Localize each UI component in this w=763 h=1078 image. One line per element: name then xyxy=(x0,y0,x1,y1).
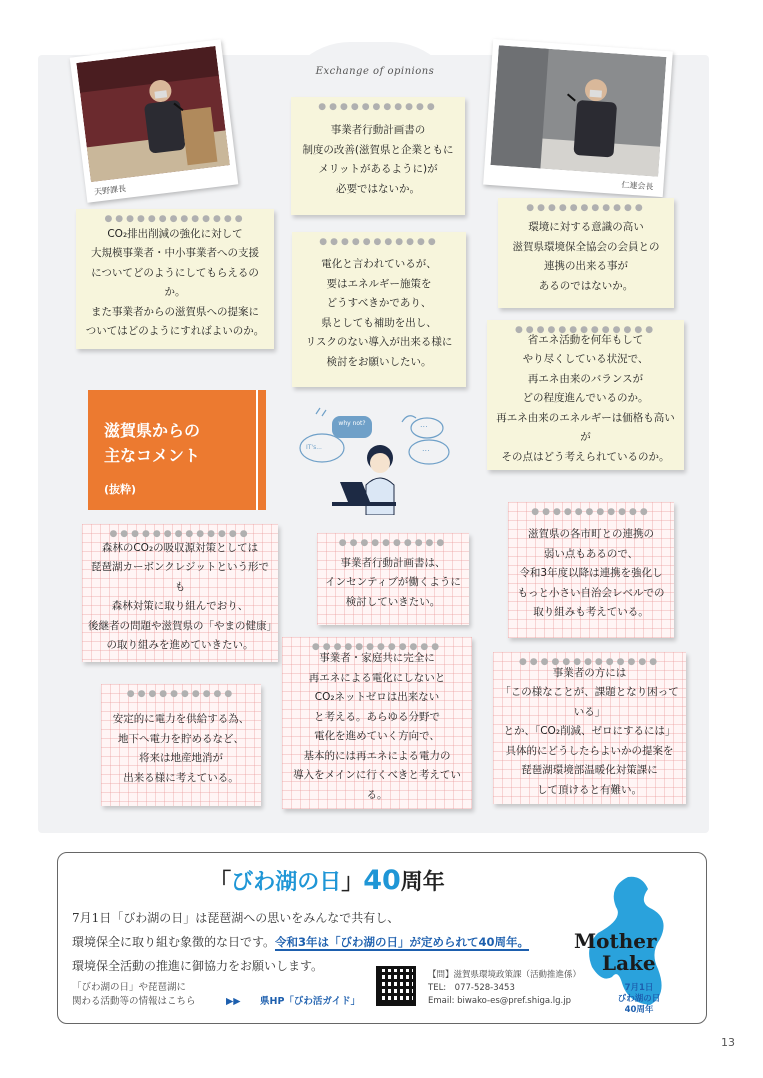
note-binding-holes: ●●●●●●●●●●●● xyxy=(311,642,443,652)
note-text: 安定的に電力を供給する為、 地下へ電力を貯めるなど、 将来は地産地消が 出来る様に考えている。 xyxy=(112,713,250,784)
speaker-image xyxy=(491,45,667,176)
comment-note xyxy=(493,652,686,804)
note-text: CO₂排出削減の強化に対して 大規模事業者・中小事業者への支援 についてどのようにしてもらえるのか。 また事業者からの滋賀県への提案に ついてはどのようにすればよいのか。 xyxy=(85,227,265,337)
note-binding-holes: ●●●●●●●●●●● xyxy=(531,507,651,517)
bubble-text: ... xyxy=(420,420,428,429)
comments-heading-note: (抜粋) xyxy=(104,483,137,496)
note-text: 森林のCO₂の吸収源対策としては 琵琶湖カーボンクレジットという形でも 森林対策に取り組んでおり、 後継者の問題や滋賀県の「やまの健康」 の取り組みを進めていきたい。 xyxy=(88,541,277,651)
comment-note xyxy=(101,684,261,806)
note-text: 事業者・家庭共に完全に 再エネによる電化にしないと CO₂ネットゼロは出来ない と考える。あらゆる分野で 電化を進めていく方向で、 基本的には再エネによる電力の 導入をメインに行くべきと考えている。 xyxy=(293,652,461,801)
comment-note xyxy=(317,533,469,625)
note-text: 環境に対する意識の高い 滋賀県環境保全協会の会員との 連携の出来る事が あるのではないか。 xyxy=(512,221,660,292)
anniversary-box xyxy=(57,852,707,1024)
note-text: 省エネ活動を何年もして やり尽くしている状況で、 再エネ由来のバランスが どの程度進んでいるのか。 再エネ由来のエネルギーは価格も高いが その点はどう考えられているのか。 xyxy=(496,333,675,463)
info-arrows: ▶▶ xyxy=(226,996,241,1007)
bubble-text: why not? xyxy=(338,420,366,427)
note-binding-holes: ●●●●●●●●●●●●● xyxy=(109,529,251,539)
speaker-photo-left xyxy=(76,46,230,182)
mother-lake-logo: Mother Lake 7月1日 びわ湖の日 40周年 xyxy=(568,873,688,1019)
opinion-note xyxy=(498,198,674,308)
note-binding-holes: ●●●●●●●●●●●●● xyxy=(518,657,661,667)
photo-left xyxy=(70,39,239,202)
note-text: 滋賀県の各市町との連携の 弱い点もあるので、 令和3年度以降は連携を強化し もっと小さい自治会レベルでの 取り組みも考えている。 xyxy=(517,528,665,619)
note-text: 電化と言われているが、 要はエネルギー施策を どうすべきかであり、 県としても補助を出し、 リスクのない導入が出来る様に 検討をお願いしたい。 xyxy=(305,258,453,368)
comment-note xyxy=(282,637,472,809)
biwakatsu-guide-link[interactable]: 県HP「びわ活ガイド」 xyxy=(260,996,361,1007)
note-binding-holes: ●●●●●●●●●●●●● xyxy=(104,214,246,224)
note-binding-holes: ●●●●●●●●●●● xyxy=(319,237,439,247)
bubble-text: ... xyxy=(422,444,430,453)
anniversary-title: 「びわ湖の日」40周年 xyxy=(209,865,445,896)
comment-note xyxy=(82,524,278,662)
speaker-image xyxy=(76,46,230,182)
note-text: 事業者行動計画書は、 インセンティブが働くように 検討していきたい。 xyxy=(325,556,461,608)
person-laptop-illustration xyxy=(292,400,467,515)
exchange-title: Exchange of opinions xyxy=(315,66,435,77)
info-text: 「びわ湖の日」や琵琶湖に 関わる活動等の情報はこちら xyxy=(72,982,196,1007)
photo-right xyxy=(483,39,673,197)
opinion-note xyxy=(292,232,466,387)
note-binding-holes: ●●●●●●●●●●●●● xyxy=(514,325,657,335)
photo-caption-right: 仁連会長 xyxy=(621,180,654,192)
note-text: 事業者の方には 「この様なことが、課題となり困っている」 とか、「CO₂削減、ゼロにするには」 具体的にどうしたらよいかの提案を 琵琶湖環境部温暖化対策課に して頂けると有難い。 xyxy=(500,666,679,796)
bubble-text: IT's... xyxy=(306,444,322,451)
heading-stripe xyxy=(256,390,258,510)
opinion-note xyxy=(291,97,465,215)
contact-info: 【問】滋賀県環境政策課（活動推進係） TEL: 077-528-3453 Email: biwako-es@pref.shiga.lg.jp xyxy=(428,970,582,1006)
comment-note xyxy=(508,502,674,638)
note-binding-holes: ●●●●●●●●●● xyxy=(126,689,236,699)
anniversary-text-1: 7月1日「びわ湖の日」は琵琶湖への思いをみんなで共有し、 xyxy=(72,911,400,925)
qr-code[interactable] xyxy=(376,966,416,1006)
anniversary-text-2: 環境保全に取り組む象徴的な日です。令和3年は「びわ湖の日」が定められて40周年。 xyxy=(72,935,530,949)
opinion-note xyxy=(487,320,684,470)
note-text: 事業者行動計画書の 制度の改善(滋賀県と企業ともに メリットがあるように)が 必要ではないか。 xyxy=(302,124,454,195)
note-binding-holes: ●●●●●●●●●●● xyxy=(318,102,438,112)
note-binding-holes: ●●●●●●●●●●● xyxy=(526,203,646,213)
note-binding-holes: ●●●●●●●●●● xyxy=(338,538,448,548)
comments-heading-block xyxy=(88,390,266,510)
photo-caption-left: 天野課長 xyxy=(93,183,127,197)
speaker-photo-right xyxy=(491,45,667,176)
page-number: 13 xyxy=(721,1036,735,1049)
comments-heading: 滋賀県からの 主なコメント xyxy=(104,421,201,465)
opinion-note xyxy=(76,209,274,349)
anniversary-text-3: 環境保全活動の推進に御協力をお願いします。 xyxy=(72,959,324,973)
